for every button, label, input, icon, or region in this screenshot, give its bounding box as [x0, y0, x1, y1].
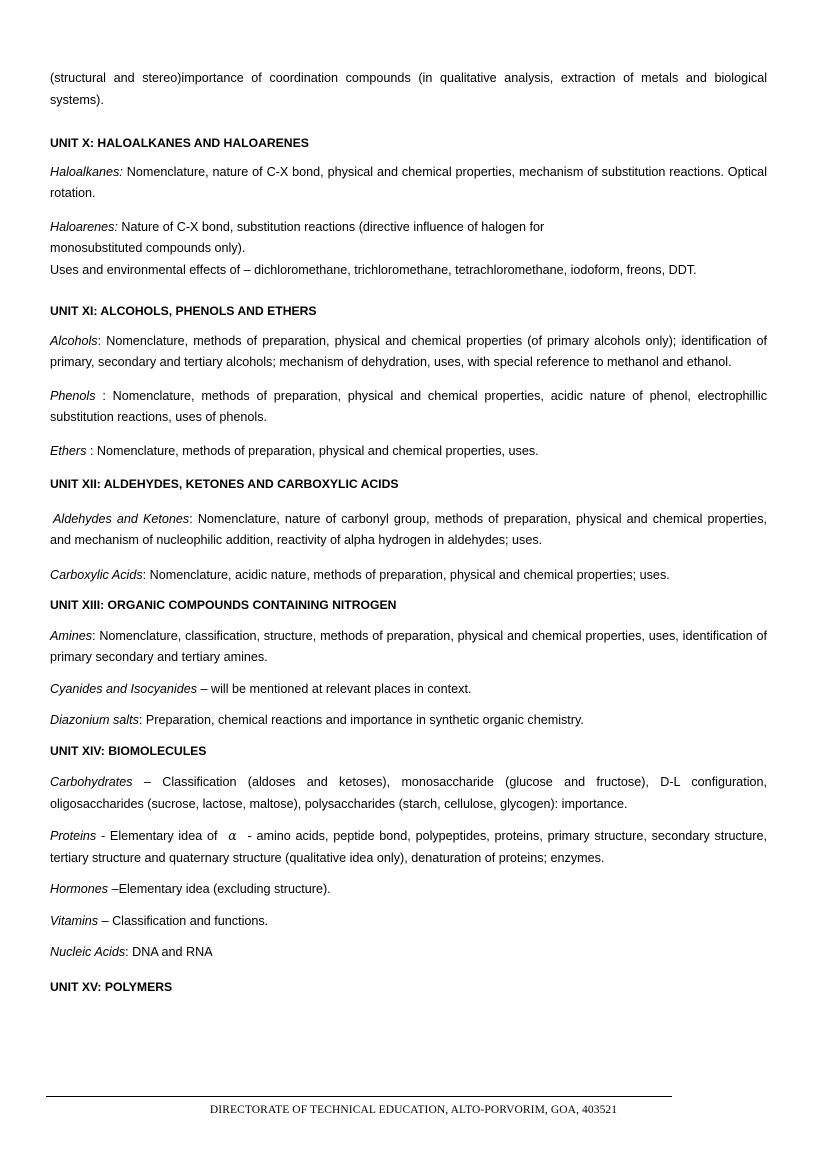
unit-13-heading: UNIT XIII: ORGANIC COMPOUNDS CONTAINING NITROGEN [50, 598, 397, 612]
intro-paragraph: (structural and stereo)importance of coordination compounds (in qualitative analysis, extraction of metals and biological systems). [50, 71, 767, 107]
haloalkanes-text: Nomenclature, nature of C-X bond, physical and chemical properties, mechanism of substitution reactions. Optical rotation. [50, 164, 767, 200]
hormones-text: –Elementary idea (excluding structure). [108, 882, 331, 896]
haloalkanes-label: Haloalkanes: [50, 164, 123, 179]
haloarenes-paragraph [50, 217, 767, 260]
haloarenes-text-1: Nature of C-X bond, substitution reactions (directive influence of halogen for [117, 219, 545, 234]
vitamins-label: Vitamins [50, 913, 99, 928]
uses-paragraph: Uses and environmental effects of – dichloromethane, trichloromethane, tetrachloromethane, iodoform, freons, DDT. [50, 262, 697, 277]
diazonium-paragraph [50, 710, 767, 732]
unit-11-heading: UNIT XI: ALCOHOLS, PHENOLS AND ETHERS [50, 304, 317, 318]
ethers-label: Ethers [50, 443, 87, 458]
carboxylic-text: : Nomenclature, acidic nature, methods of preparation, physical and chemical properties; uses. [142, 567, 670, 582]
alcohols-label: Alcohols [50, 333, 98, 348]
haloalkanes-paragraph [50, 162, 767, 205]
amines-paragraph [50, 626, 767, 669]
nucleic-acids-label: Nucleic Acids [50, 945, 126, 959]
phenols-text: : Nomenclature, methods of preparation, physical and chemical properties, acidic nature of phenol, electrophillic substitution reactions, uses of phenols. [50, 388, 767, 424]
alcohols-text: : Nomenclature, methods of preparation, physical and chemical properties (of primary alcohols only); identification of primary, secondary and tertiary alcohols; mechanism of dehydration, uses, with special reference to methanol and ethanol. [50, 333, 767, 369]
cyanides-label: Cyanides and Isocyanides [50, 681, 198, 696]
alcohols-paragraph [50, 331, 767, 374]
unit-12-heading: UNIT XII: ALDEHYDES, KETONES AND CARBOXYLIC ACIDS [50, 477, 399, 491]
carbohydrates-text: – Classification (aldoses and ketoses), monosaccharide (glucose and fructose), D-L configuration, oligosaccharides (sucrose, lactose, maltose), polysaccharides (starch, cellulose, glycogen): importance. [50, 775, 767, 811]
unit-15-heading: UNIT XV: POLYMERS [50, 979, 173, 994]
carboxylic-label: Carboxylic Acids [50, 567, 143, 582]
amines-label: Amines [50, 628, 92, 643]
carboxylic-paragraph [50, 565, 767, 587]
phenols-paragraph [50, 386, 767, 429]
vitamins-text: – Classification and functions. [98, 913, 269, 928]
footer-divider [46, 1096, 672, 1097]
alpha-symbol: α [228, 828, 237, 843]
proteins-label: Proteins [50, 829, 97, 843]
phenols-label: Phenols [50, 388, 96, 403]
page-content [50, 68, 767, 998]
cyanides-paragraph [50, 679, 767, 701]
carbohydrates-label: Carbohydrates [50, 775, 133, 789]
proteins-paragraph [50, 825, 767, 869]
proteins-text-1: - Elementary idea of [96, 829, 223, 843]
unit-14-heading: UNIT XIV: BIOMOLECULES [50, 743, 207, 758]
vitamins-paragraph [50, 911, 767, 933]
page-footer: DIRECTORATE OF TECHNICAL EDUCATION, ALTO-PORVORIM, GOA, 403521 [209, 1104, 618, 1116]
diazonium-label: Diazonium salts [50, 713, 139, 727]
proteins-text-2: - amino acids, peptide bond, polypeptides, proteins, primary structure, secondary structure, tertiary structure and quaternary structure (qualitative idea only), denaturation of proteins; enzymes. [50, 829, 767, 865]
ethers-paragraph [50, 441, 767, 463]
aldehydes-label: Aldehydes and Ketones [53, 511, 190, 526]
haloarenes-text-2: monosubstituted compounds only). [50, 241, 246, 255]
hormones-label: Hormones [50, 882, 109, 896]
nucleic-acids-text: : DNA and RNA [125, 945, 213, 959]
haloarenes-label: Haloarenes: [50, 219, 118, 234]
aldehydes-text: : Nomenclature, nature of carbonyl group, methods of preparation, physical and chemical properties, and mechanism of nucleophilic addition, reactivity of alpha hydrogen in aldehydes; uses. [50, 511, 767, 547]
cyanides-text: – will be mentioned at relevant places in context. [197, 681, 472, 696]
carbohydrates-paragraph [50, 772, 767, 815]
hormones-paragraph [50, 879, 767, 901]
unit-10-heading: UNIT X: HALOALKANES AND HALOARENES [50, 136, 309, 150]
ethers-text: : Nomenclature, methods of preparation, physical and chemical properties, uses. [86, 443, 539, 458]
aldehydes-paragraph [50, 509, 767, 552]
nucleic-acids-paragraph [50, 942, 767, 964]
diazonium-text: : Preparation, chemical reactions and importance in synthetic organic chemistry. [138, 713, 584, 727]
amines-text: : Nomenclature, classification, structure, methods of preparation, physical and chemical properties, uses, identification of primary secondary and tertiary amines. [50, 628, 767, 664]
